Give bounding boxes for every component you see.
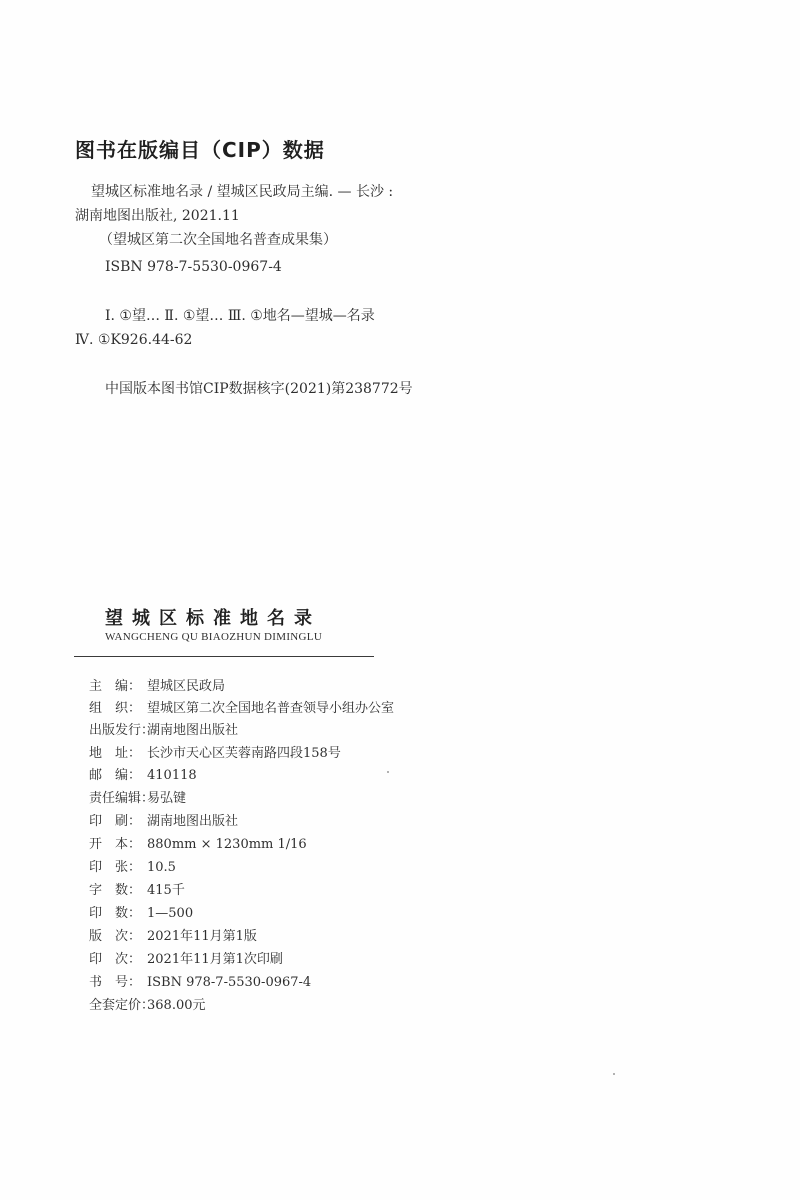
info-value: 湖南地图出版社 (147, 814, 239, 829)
info-label: 版 次： (89, 929, 142, 944)
info-value: 10.5 (147, 860, 176, 875)
info-label: 责任编辑： (89, 791, 155, 806)
info-label: 印 次： (89, 952, 142, 967)
book-pinyin-title: WANGCHENG QU BIAOZHUN DIMINGLU (105, 631, 323, 643)
info-label: 地 址： (89, 746, 142, 761)
info-label: 出版发行： (89, 723, 155, 738)
info-label: 主 编： (89, 679, 142, 694)
info-label: 开 本： (89, 837, 142, 852)
cip-verification-line: 中国版本图书馆CIP数据核字(2021)第238772号 (105, 381, 413, 397)
cip-subject-line: Ⅰ. ①望… Ⅱ. ①望… Ⅲ. ①地名—望城—名录 (105, 308, 375, 324)
info-value: 易弘键 (147, 791, 187, 806)
info-label: 书 号： (89, 975, 142, 990)
cip-isbn-line: ISBN 978-7-5530-0967-4 (105, 259, 282, 275)
info-label: 字 数： (89, 883, 142, 898)
info-value: 1—500 (147, 906, 194, 921)
info-value: 880mm × 1230mm 1/16 (147, 837, 307, 852)
info-value: 湖南地图出版社 (147, 723, 239, 738)
info-value: 长沙市天心区芙蓉南路四段158号 (147, 746, 341, 761)
book-title: 望城区标准地名录 (105, 608, 321, 629)
paper-speck (387, 771, 389, 773)
cip-heading: 图书在版编目（CIP）数据 (75, 138, 325, 162)
info-label: 印 刷： (89, 814, 142, 829)
info-label: 组 织： (89, 701, 142, 716)
info-value: 望城区民政局 (147, 679, 226, 694)
paper-speck (613, 1073, 615, 1075)
info-label: 印 数： (89, 906, 142, 921)
info-value: 368.00元 (147, 998, 206, 1013)
info-value: 望城区第二次全国地名普查领导小组办公室 (147, 701, 395, 716)
info-label: 邮 编： (89, 768, 142, 783)
info-value: 415千 (147, 883, 185, 898)
cip-publisher-line: 湖南地图出版社, 2021.11 (75, 208, 240, 224)
cip-title-line: 望城区标准地名录 / 望城区民政局主编. — 长沙 : (91, 184, 394, 200)
info-value: 2021年11月第1次印刷 (147, 952, 283, 967)
info-label: 全套定价： (89, 998, 155, 1013)
info-value: 2021年11月第1版 (147, 929, 257, 944)
title-divider (74, 656, 374, 657)
info-value: 410118 (147, 768, 197, 783)
cip-classification-line: Ⅳ. ①K926.44-62 (75, 332, 193, 348)
info-value: ISBN 978-7-5530-0967-4 (147, 975, 312, 990)
cip-series-line: （望城区第二次全国地名普查成果集） (99, 232, 337, 248)
info-label: 印 张： (89, 860, 142, 875)
